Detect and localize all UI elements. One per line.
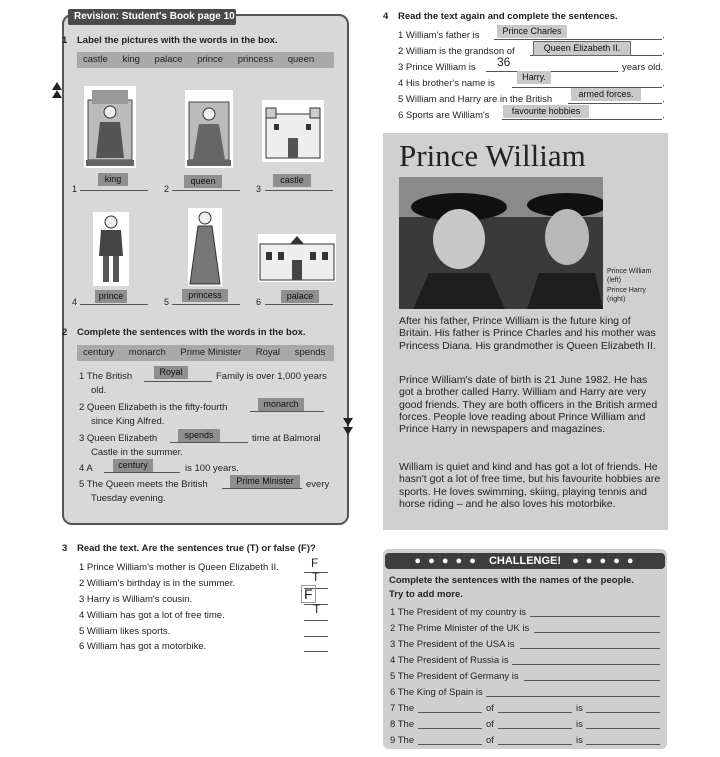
- article-paragraph-2: Prince William's date of birth is 21 June 1982. He has got a brother called Harry. William and Harry are very good friends. They are both officers in the British armed forces. People love reading about Prince William and Prince Harry in newspapers and magazines.: [399, 374, 658, 436]
- item-number: 3: [256, 184, 262, 194]
- ex4-answer-3[interactable]: 36: [497, 55, 511, 69]
- item-number: 2: [164, 184, 170, 194]
- ex2-sentence-1b: Family is over 1,000 years: [216, 371, 327, 382]
- ex4-answer-4[interactable]: Harry.: [517, 71, 551, 84]
- answer-line: [498, 744, 572, 745]
- caption-line: Prince William: [607, 268, 652, 275]
- ex3-item-5: 5 William likes sports.: [79, 626, 171, 637]
- ex1-number: 1: [62, 35, 68, 46]
- ex2-sentence-3b: time at Balmoral: [252, 433, 321, 444]
- challenge-title: ● ● ● ● ● CHALLENGE! ● ● ● ● ●: [385, 553, 665, 569]
- ex2-answer-5[interactable]: Prime Minister: [230, 475, 300, 488]
- ex2-sentence-3a: 3 Queen Elizabeth: [79, 433, 158, 444]
- ex4-item-2-post: .: [662, 46, 665, 57]
- article-paragraph-1: After his father, Prince William is the future king of Britain. His father is Prince Charles and his mother was Princess Diana. His grandmother is Queen Elizabeth II.: [399, 315, 656, 352]
- answer-line: [586, 712, 660, 713]
- challenge-is: is: [576, 735, 583, 746]
- ex2-sentence-5b: every: [306, 479, 330, 490]
- ex4-number: 4: [383, 11, 389, 22]
- item-number: 4: [72, 297, 78, 307]
- answer-line: [144, 381, 212, 382]
- word: Royal: [255, 347, 281, 358]
- answer-line: [304, 651, 328, 652]
- ex2-sentence-4b: is 100 years.: [185, 463, 239, 474]
- revision-tab: Revision: Student's Book page 10: [68, 9, 236, 25]
- ex4-item-6-pre: 6 Sports are William's: [398, 110, 490, 121]
- answer-line: [250, 411, 324, 412]
- challenge-intro-2: Try to add more.: [389, 589, 463, 600]
- answer-line: [265, 304, 333, 305]
- challenge-title-text: CHALLENGE!: [488, 555, 562, 567]
- arrow-down-icon: [343, 427, 353, 435]
- ex4-answer-1[interactable]: Prince Charles: [497, 25, 567, 38]
- word: century: [83, 347, 115, 358]
- ex4-item-5-pre: 5 William and Harry are in the British: [398, 94, 553, 105]
- challenge-item-8: 8 The: [390, 719, 415, 730]
- answer-line: [172, 190, 240, 191]
- challenge-item-5: 5 The President of Germany is: [390, 671, 519, 682]
- word: Prime Minister: [180, 347, 242, 358]
- answer-line: [520, 648, 660, 649]
- ex2-sentence-5c: Tuesday evening.: [91, 493, 166, 504]
- answer-line: [80, 304, 148, 305]
- challenge-item-2: 2 The Prime Minister of the UK is: [390, 623, 530, 634]
- ex3-answer-2[interactable]: T: [312, 570, 320, 584]
- ex3-item-2: 2 William's birthday is in the summer.: [79, 578, 235, 589]
- ex4-item-1-pre: 1 William's father is: [398, 30, 480, 41]
- ex4-heading: Read the text again and complete the sentences.: [398, 11, 618, 22]
- ex1-heading: Label the pictures with the words in the box.: [77, 35, 278, 46]
- ex2-sentence-2a: 2 Queen Elizabeth is the fifty-fourth: [79, 402, 228, 413]
- challenge-item-6: 6 The King of Spain is: [390, 687, 483, 698]
- challenge-of: of: [486, 719, 494, 730]
- caption-line: (right): [607, 296, 626, 303]
- answer-line: [486, 696, 660, 697]
- word: prince: [197, 54, 224, 65]
- arrow-up-icon: [52, 82, 62, 90]
- answer-line: [568, 103, 662, 104]
- challenge-item-3: 3 The President of the USA is: [390, 639, 515, 650]
- challenge-is: is: [576, 719, 583, 730]
- ex4-item-4-post: .: [662, 78, 665, 89]
- ex4-item-2-pre: 2 William is the grandson of: [398, 46, 515, 57]
- article-title: Prince William: [399, 138, 586, 173]
- ex3-item-6: 6 William has got a motorbike.: [79, 641, 207, 652]
- ex3-item-3: 3 Harry is William's cousin.: [79, 594, 193, 605]
- answer-line: [304, 620, 328, 621]
- ex2-sentence-1a: 1 The British: [79, 371, 133, 382]
- answer-line: [104, 472, 180, 473]
- ex2-heading: Complete the sentences with the words in the box.: [77, 327, 306, 338]
- ex1-answer-3[interactable]: castle: [273, 174, 311, 187]
- ex2-sentence-5a: 5 The Queen meets the British: [79, 479, 208, 490]
- ex3-item-1: 1 Prince William's mother is Queen Elizabeth II.: [79, 562, 279, 573]
- ex2-answer-1[interactable]: Royal: [154, 366, 188, 379]
- ex2-answer-2[interactable]: monarch: [258, 398, 304, 411]
- ex2-number: 2: [62, 327, 68, 338]
- answer-line: [534, 632, 660, 633]
- ex4-answer-2[interactable]: Queen Elizabeth II.: [533, 41, 631, 56]
- ex3-answer-4[interactable]: T: [313, 602, 321, 616]
- item-number: 6: [256, 297, 262, 307]
- word: monarch: [128, 347, 166, 358]
- prince-illustration: [93, 212, 129, 286]
- ex4-answer-6[interactable]: favourite hobbies: [503, 105, 589, 118]
- ex3-answer-1[interactable]: F: [311, 556, 319, 570]
- ex2-sentence-2c: since King Alfred.: [91, 416, 165, 427]
- answer-line: [512, 664, 660, 665]
- challenge-of: of: [486, 703, 494, 714]
- answer-line: [530, 616, 660, 617]
- item-number: 1: [72, 184, 78, 194]
- ex4-item-6-post: .: [662, 110, 665, 121]
- ex2-answer-4[interactable]: century: [113, 459, 153, 472]
- word: queen: [287, 54, 315, 65]
- ex1-answer-1[interactable]: king: [98, 173, 128, 186]
- answer-line: [494, 39, 662, 40]
- ex4-answer-5[interactable]: armed forces.: [571, 88, 641, 101]
- ex4-item-3-post: years old.: [622, 62, 664, 73]
- ex1-word-box: [77, 52, 334, 68]
- arrow-up-icon: [52, 90, 62, 98]
- answer-line: [418, 728, 482, 729]
- answer-line: [524, 680, 660, 681]
- answer-line: [486, 71, 618, 72]
- challenge-intro-1: Complete the sentences with the names of the people.: [389, 575, 634, 586]
- article-paragraph-3: William is quiet and kind and has got a lot of friends. He hasn't got a lot of free time, but his favourite hobbies are sports. He loves swimming, skiing, playing tennis and horse riding – and he also loves his motorbike.: [399, 461, 661, 510]
- ex2-sentence-1c: old.: [91, 385, 107, 396]
- caption-line: (left): [607, 277, 621, 284]
- answer-line: [304, 636, 328, 637]
- challenge-item-4: 4 The President of Russia is: [390, 655, 509, 666]
- answer-line: [265, 190, 333, 191]
- challenge-of: of: [486, 735, 494, 746]
- challenge-item-7: 7 The: [390, 703, 415, 714]
- answer-line: [418, 744, 482, 745]
- answer-line: [586, 728, 660, 729]
- item-number: 5: [164, 297, 170, 307]
- palace-illustration: [258, 234, 336, 282]
- ex4-item-3-pre: 3 Prince William is: [398, 62, 476, 73]
- ex1-answer-4[interactable]: prince: [95, 290, 127, 303]
- answer-line: [586, 744, 660, 745]
- ex1-answer-5[interactable]: princess: [182, 289, 228, 302]
- ex2-sentence-4a: 4 A: [79, 463, 93, 474]
- ex3-heading: Read the text. Are the sentences true (T) or false (F)?: [77, 543, 316, 554]
- answer-line: [170, 442, 248, 443]
- challenge-item-1: 1 The President of my country is: [390, 607, 527, 618]
- word: spends: [294, 347, 326, 358]
- challenge-item-9: 9 The: [390, 735, 415, 746]
- challenge-is: is: [576, 703, 583, 714]
- queen-illustration: [185, 90, 233, 168]
- arrow-down-icon: [343, 418, 353, 426]
- word: palace: [154, 54, 183, 65]
- ex1-answer-6[interactable]: palace: [281, 290, 319, 303]
- king-illustration: [84, 86, 136, 168]
- ex4-item-1-post: .: [662, 30, 665, 41]
- answer-line: [418, 712, 482, 713]
- answer-line: [172, 304, 240, 305]
- princes-photo: [399, 177, 603, 309]
- answer-line: [498, 728, 572, 729]
- answer-line: [498, 712, 572, 713]
- ex3-number: 3: [62, 543, 68, 554]
- answer-line: [222, 488, 302, 489]
- word: princess: [237, 54, 274, 65]
- caption-line: Prince Harry: [607, 287, 646, 294]
- ex2-answer-3[interactable]: spends: [178, 429, 220, 442]
- ex4-item-5-post: .: [662, 94, 665, 105]
- ex3-answer-3[interactable]: F: [301, 585, 316, 603]
- ex2-sentence-3c: Castle in the summer.: [91, 447, 183, 458]
- word: king: [122, 54, 140, 65]
- ex1-answer-2[interactable]: queen: [184, 175, 222, 188]
- answer-line: [80, 190, 148, 191]
- word: castle: [83, 54, 108, 65]
- castle-illustration: [262, 100, 324, 162]
- princess-illustration: [188, 208, 222, 286]
- ex2-word-box: [77, 345, 334, 361]
- ex4-item-4-pre: 4 His brother's name is: [398, 78, 495, 89]
- answer-line: [502, 119, 662, 120]
- ex3-item-4: 4 William has got a lot of free time.: [79, 610, 225, 621]
